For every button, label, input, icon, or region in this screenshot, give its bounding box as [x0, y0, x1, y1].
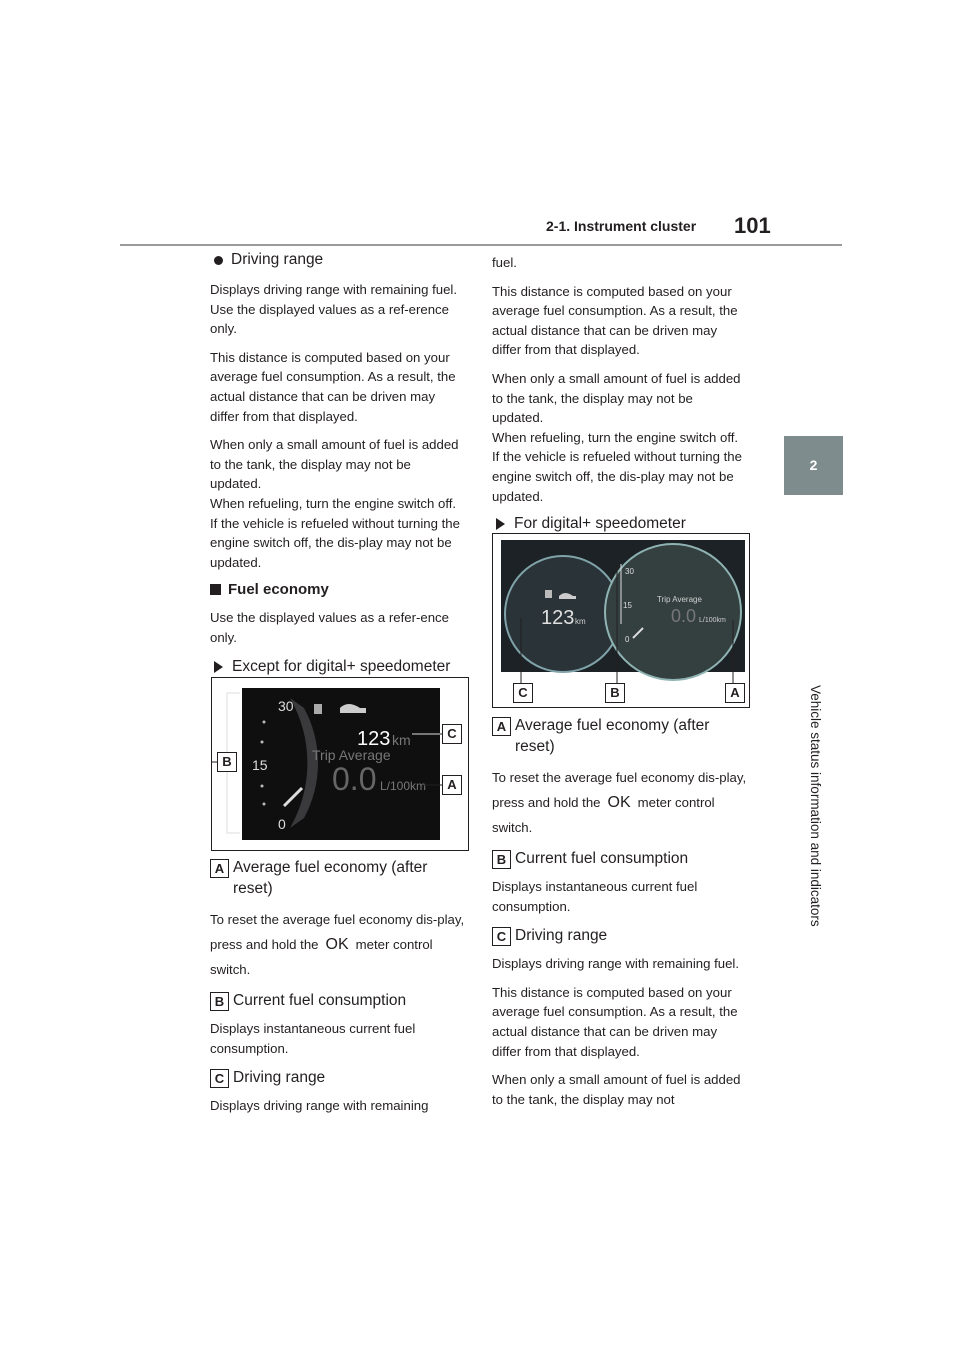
subheading — [210, 581, 465, 598]
bullet-dot-icon — [214, 256, 223, 265]
paragraph: Displays driving range with remaining fuel. — [492, 956, 740, 972]
label-box-c: C — [210, 1069, 229, 1088]
paragraph: Displays driving range with remaining fuel. Use the displayed values as a ref-erence only. — [210, 282, 458, 337]
item-b-heading — [210, 990, 465, 1011]
label-box-c: C — [492, 927, 511, 946]
gauge-top-label: 30 — [625, 567, 634, 576]
economy-unit: L/100km — [380, 779, 427, 793]
right-column-lower — [492, 715, 747, 1109]
label-box-a: A — [492, 717, 511, 736]
page-number: 101 — [734, 213, 771, 238]
paragraph: This distance is computed based on your average fuel consumption. As a result, the actual distance that can be driven may differ from that displayed. — [492, 283, 738, 358]
economy-value: 0.0 — [332, 761, 377, 797]
callout-b: B — [217, 752, 237, 772]
gauge-mid-label: 15 — [252, 757, 268, 773]
paragraph: This distance is computed based on your average fuel consumption. As a result, the actual distance that can be driven may differ from that displayed. — [492, 984, 738, 1059]
trip-label: Trip Average — [657, 595, 702, 604]
range-value: 123 — [357, 728, 391, 750]
item-c-title: Driving range — [515, 927, 608, 945]
gauge-mid-label: 15 — [623, 601, 632, 610]
gauge-top-label: 30 — [278, 698, 294, 714]
item-a-text-1: To reset the average fuel economy dis-play, press and hold the — [492, 770, 747, 810]
bullet-title: Driving range — [231, 251, 324, 268]
paragraph — [492, 765, 747, 840]
header-rule — [120, 244, 842, 246]
paragraph: This distance is computed based on your average fuel consumption. As a result, the actual distance that can be driven may differ from that displayed. — [210, 349, 456, 424]
item-c-title: Driving range — [233, 1069, 326, 1087]
label-box-b: B — [492, 850, 511, 869]
fuel-pump-icon — [545, 590, 552, 598]
paragraph: When only a small amount of fuel is added to the tank, the display may not — [492, 1072, 741, 1107]
bullet-heading — [210, 250, 465, 270]
item-c-heading — [492, 925, 747, 946]
paragraph: Use the displayed values as a refer-ence only. — [210, 610, 449, 645]
callout-a: A — [442, 775, 462, 795]
paragraph: When refueling, turn the engine switch off. If the vehicle is refueled without turning the engine switch off, the dis-play may not be updated. — [210, 495, 460, 570]
ok-button-icon: OK — [325, 936, 349, 953]
right-column — [492, 250, 747, 543]
left-column-lower — [210, 857, 465, 1116]
arrow-heading-text: For digital+ speedometer — [514, 515, 686, 533]
chapter-title: Vehicle status information and indicators — [808, 685, 823, 927]
item-b-title: Current fuel consumption — [515, 850, 689, 867]
item-c-heading — [210, 1067, 465, 1088]
arrow-heading-text: Except for digital+ speedometer — [232, 657, 451, 675]
callout-b: B — [605, 683, 625, 703]
item-a-heading — [210, 857, 465, 899]
range-unit: km — [575, 617, 586, 626]
ok-button-icon: OK — [607, 794, 631, 811]
range-unit: km — [392, 732, 411, 748]
figure-digital-display — [492, 533, 750, 708]
label-box-a: A — [210, 859, 229, 878]
range-value: 123 — [541, 607, 575, 629]
paragraph: Displays instantaneous current fuel consumption. — [492, 879, 698, 914]
economy-value: 0.0 — [671, 606, 697, 626]
fuel-pump-icon — [314, 704, 322, 714]
paragraph: fuel. — [492, 255, 517, 270]
item-a-text-2: meter control switch. — [210, 937, 433, 977]
paragraph — [210, 907, 465, 982]
item-a-text-1: To reset the average fuel economy dis-play, press and hold the — [210, 912, 465, 952]
callout-c: C — [442, 724, 462, 744]
display-illustration — [212, 678, 468, 850]
item-b-title: Current fuel consumption — [233, 992, 407, 1009]
section-title: 2-1. Instrument cluster — [546, 218, 697, 234]
subheading-text: Fuel economy — [228, 581, 329, 599]
gauge-bottom-label: 0 — [625, 635, 630, 644]
triangle-bullet-icon — [496, 518, 505, 530]
figure-analog-display — [211, 677, 469, 851]
paragraph: When only a small amount of fuel is added to the tank, the display may not be updated. — [210, 437, 459, 492]
gauge-bottom-label: 0 — [278, 816, 286, 832]
arrow-heading — [492, 515, 747, 533]
economy-unit: L/100km — [699, 617, 726, 624]
chapter-tab: 2 — [784, 436, 843, 495]
left-column — [210, 250, 465, 686]
square-bullet-icon — [210, 584, 221, 595]
item-a-title: Average fuel economy (after reset) — [233, 859, 428, 897]
item-a-text-2: meter control switch. — [492, 795, 715, 835]
item-a-title: Average fuel economy (after reset) — [515, 717, 710, 755]
paragraph: When only a small amount of fuel is added to the tank, the display may not be updated. — [492, 370, 741, 426]
item-b-heading — [492, 848, 747, 869]
item-a-heading — [492, 715, 747, 757]
callout-a: A — [725, 683, 745, 703]
trip-label: Trip Average — [312, 747, 391, 763]
arrow-heading — [210, 658, 465, 676]
triangle-bullet-icon — [214, 661, 223, 673]
paragraph: Displays driving range with remaining — [210, 1098, 429, 1114]
callout-c: C — [513, 683, 533, 703]
paragraph: When refueling, turn the engine switch off. If the vehicle is refueled without turning the engine switch off, the dis-play may not be updated. — [492, 429, 742, 504]
display-illustration — [493, 534, 749, 707]
label-box-b: B — [210, 992, 229, 1011]
paragraph: Displays instantaneous current fuel consumption. — [210, 1021, 416, 1056]
